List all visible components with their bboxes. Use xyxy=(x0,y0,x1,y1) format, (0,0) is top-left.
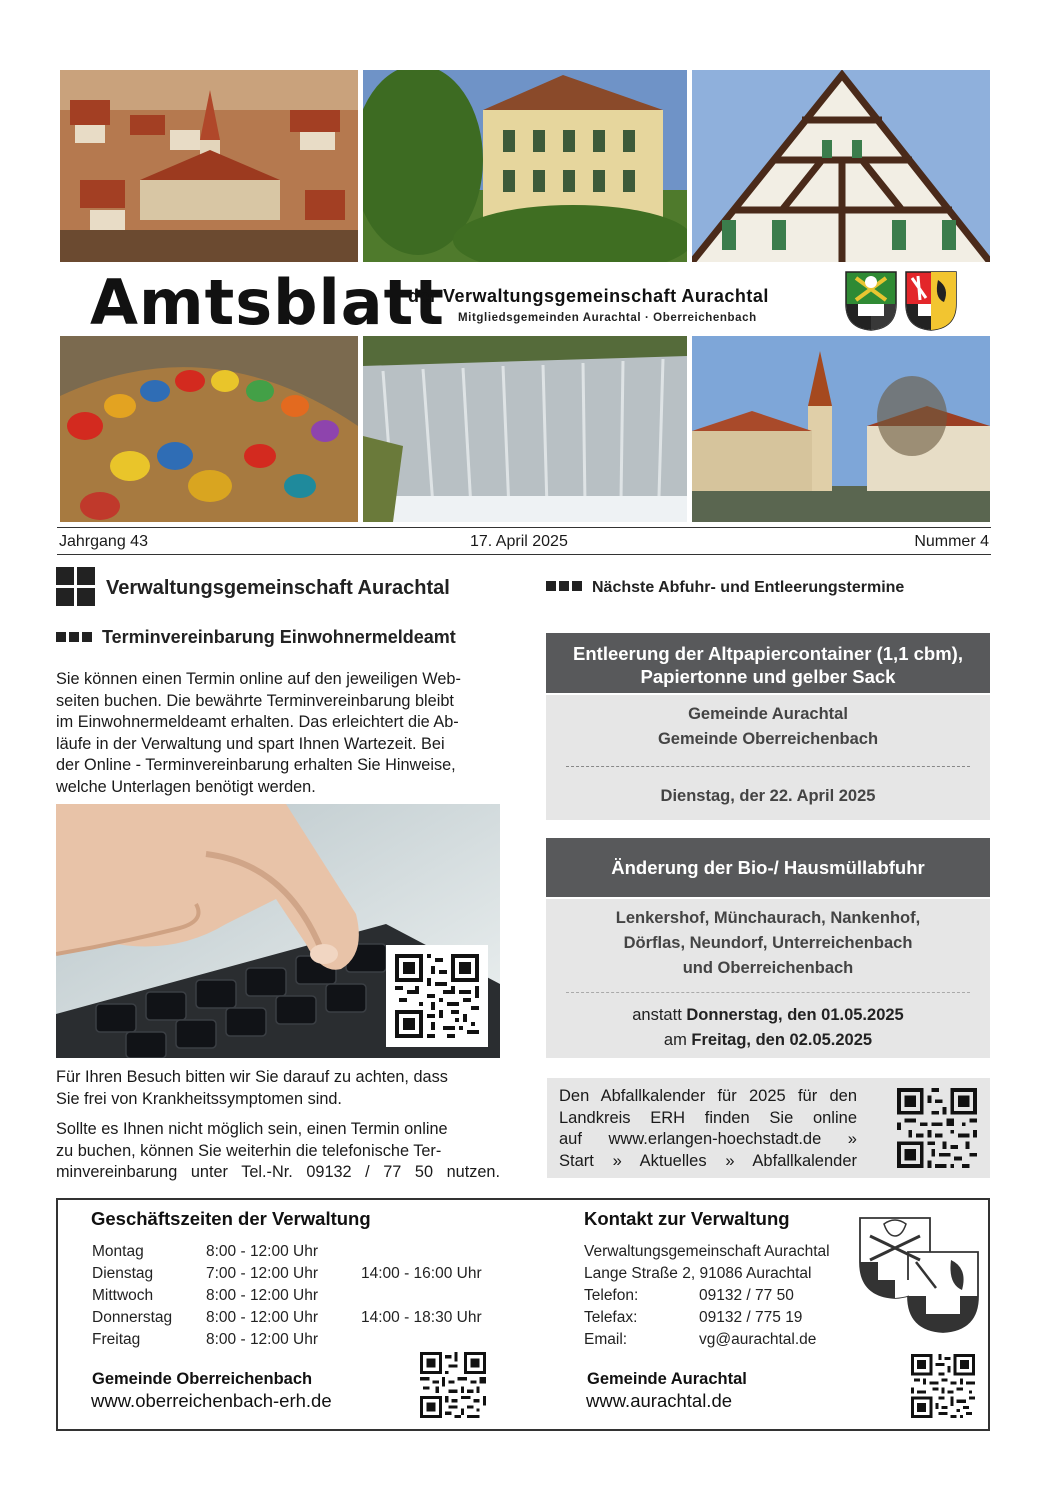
contact-phone-label: Telefon: xyxy=(584,1287,639,1304)
contact-email[interactable]: vg@aurachtal.de xyxy=(699,1331,817,1348)
contact-title: Kontakt zur Verwaltung xyxy=(584,1208,790,1229)
masthead-subtitle: der Verwaltungsgemeinschaft Aurachtal xyxy=(408,286,769,306)
aurachtal-name: Gemeinde Aurachtal xyxy=(587,1370,747,1388)
calendar-info-text: Den Abfallkalender für 2025 für den Landkreis ERH finden Sie online auf www.erlangen-hoechstadt.de » Start » Aktuelles » Abfallkalender xyxy=(559,1087,857,1170)
box-paper-header: Entleerung der Altpapiercontainer (1,1 cbm), Papiertonne und gelber Sack xyxy=(546,633,990,693)
box-paper-date: Dienstag, der 22. April 2025 xyxy=(660,787,876,805)
contact-org: Verwaltungsgemeinschaft Aurachtal xyxy=(584,1243,830,1260)
hours-title: Geschäftszeiten der Verwaltung xyxy=(91,1208,371,1229)
hours-day: Dienstag xyxy=(92,1265,154,1282)
masthead xyxy=(60,262,990,339)
issue-year: Jahrgang 43 xyxy=(59,533,148,550)
square-bullet-icon xyxy=(56,567,96,607)
section-title-vg: Verwaltungsgemeinschaft Aurachtal xyxy=(106,577,450,599)
qr-code-icon[interactable] xyxy=(897,1088,977,1168)
crest-icon xyxy=(856,1214,982,1338)
divider xyxy=(566,766,970,767)
divider xyxy=(566,992,970,993)
box-bio-new: am Freitag, den 02.05.2025 xyxy=(663,1031,873,1049)
article-visit-text: Für Ihren Besuch bitten wir Sie darauf zu achten, dass Sie frei von Krankheitssymptomen sind. xyxy=(56,1068,448,1108)
contact-address: Lange Straße 2, 91086 Aurachtal xyxy=(584,1265,812,1282)
hours-morning: 7:00 - 12:00 Uhr xyxy=(206,1265,319,1282)
calendar-info-box xyxy=(547,1078,990,1178)
masthead-members: Mitgliedsgemeinden Aurachtal · Oberreichenbach xyxy=(458,312,757,324)
box-bio-places-2: Dörflas, Neundorf, Unterreichenbach xyxy=(623,934,913,952)
hours-morning: 8:00 - 12:00 Uhr xyxy=(206,1287,319,1304)
photo-waterfall-weir xyxy=(363,336,687,522)
photo-church xyxy=(692,336,990,522)
admin-info-box xyxy=(56,1198,990,1431)
contact-fax-label: Telefax: xyxy=(584,1309,638,1326)
crest-icon xyxy=(844,270,898,332)
qr-code-icon[interactable] xyxy=(911,1354,975,1418)
photo-half-timbered-house xyxy=(692,70,990,262)
oberreichenbach-name: Gemeinde Oberreichenbach xyxy=(92,1370,313,1388)
box-bio-header: Änderung der Bio-/ Hausmüllabfuhr xyxy=(546,838,990,897)
contact-email-label: Email: xyxy=(584,1331,628,1348)
hours-afternoon: 14:00 - 16:00 Uhr xyxy=(361,1265,482,1282)
article-intro-text: Sie können einen Termin online auf den jeweiligen Web- seiten buchen. Die bewährte Terminvereinbarung bleibt im Einwohnermeldeamt erhalten. Das erleichtert die Ab- läufe in der Verwaltung und spart Ihnen Wartezeit. Bei der Online - Terminvereinbarung erhalten Sie Hinweise, welche Unterlagen benötigt werden. xyxy=(56,670,461,796)
box-bio-places-3: und Oberreichenbach xyxy=(682,959,854,977)
photo-easter-eggs xyxy=(60,336,358,522)
hours-morning: 8:00 - 12:00 Uhr xyxy=(206,1243,319,1260)
box-bio-body xyxy=(546,899,990,1058)
box-paper-body xyxy=(546,695,990,820)
photo-aerial-town xyxy=(60,70,358,262)
hours-day: Mittwoch xyxy=(92,1287,154,1304)
article-title-appointments: Terminvereinbarung Einwohnermeldeamt xyxy=(56,627,456,648)
crest-icon xyxy=(904,270,958,332)
box-paper-place-2: Gemeinde Oberreichenbach xyxy=(657,730,879,748)
box-bio-places-1: Lenkershof, Münchaurach, Nankenhof, xyxy=(615,909,921,927)
square-bullet-icon xyxy=(546,581,556,591)
issue-number: Nummer 4 xyxy=(914,533,989,550)
contact-phone[interactable]: 09132 / 77 50 xyxy=(699,1287,794,1304)
qr-code-icon[interactable] xyxy=(386,945,488,1047)
aurachtal-url[interactable]: www.aurachtal.de xyxy=(586,1390,733,1411)
section-title-waste: Nächste Abfuhr- und Entleerungstermine xyxy=(546,579,904,597)
photo-castle-building xyxy=(363,70,687,262)
masthead-title: Amtsblatt xyxy=(90,266,445,339)
qr-code-icon[interactable] xyxy=(420,1352,486,1418)
hours-day: Montag xyxy=(92,1243,144,1260)
hours-morning: 8:00 - 12:00 Uhr xyxy=(206,1331,319,1348)
hours-day: Freitag xyxy=(92,1331,141,1348)
contact-fax: 09132 / 775 19 xyxy=(699,1309,803,1326)
hours-afternoon: 14:00 - 18:30 Uhr xyxy=(361,1309,482,1326)
box-bio-instead: anstatt Donnerstag, den 01.05.2025 xyxy=(632,1006,904,1024)
article-phone-text: Sollte es Ihnen nicht möglich sein, einen Termin online zu buchen, können Sie weiterhin die telefonische Ter- minvereinbarung unter Tel.-Nr. 09132 / 77 50 nutzen. xyxy=(56,1120,500,1181)
issue-date: 17. April 2025 xyxy=(470,533,568,550)
hours-day: Donnerstag xyxy=(92,1309,173,1326)
oberreichenbach-url[interactable]: www.oberreichenbach-erh.de xyxy=(91,1390,332,1411)
square-bullet-icon xyxy=(56,632,66,642)
box-paper-place-1: Gemeinde Aurachtal xyxy=(688,705,848,723)
hours-morning: 8:00 - 12:00 Uhr xyxy=(206,1309,319,1326)
issue-line xyxy=(57,527,991,555)
